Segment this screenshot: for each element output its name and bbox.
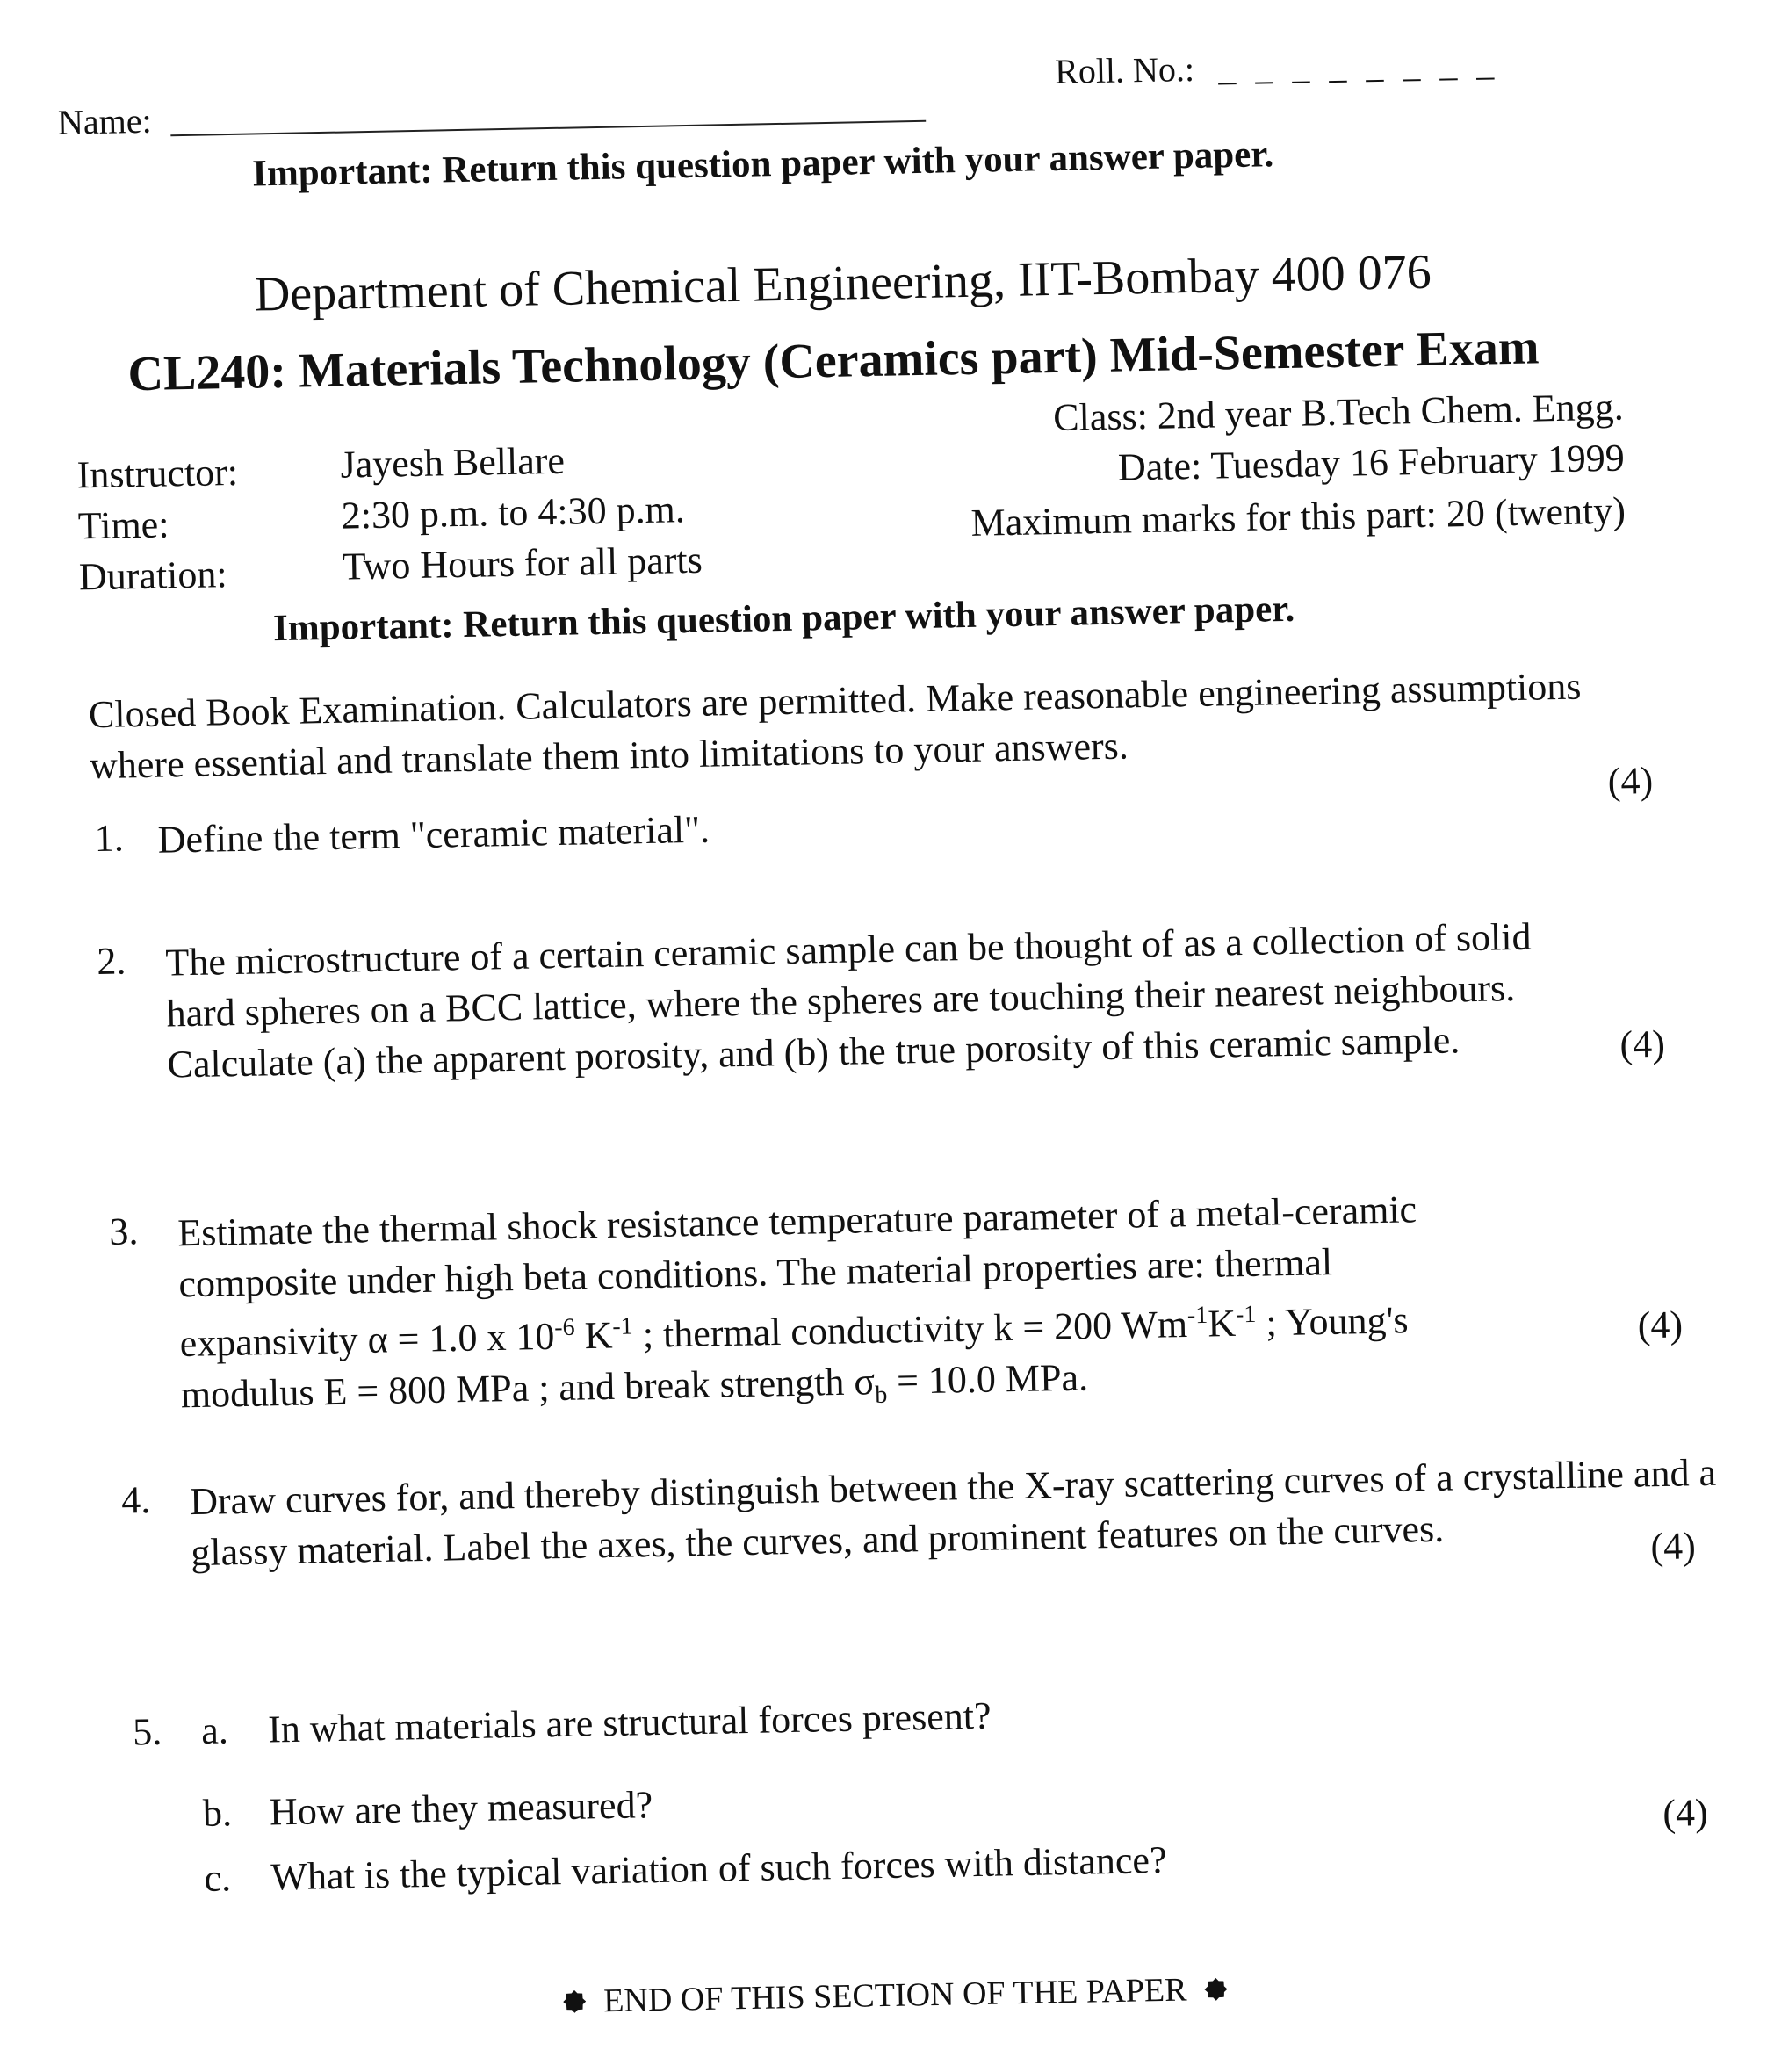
question-marks: (4)	[1607, 759, 1654, 803]
department-title: Department of Chemical Engineering, IIT-Bombay 400 076	[254, 244, 1432, 322]
superscript: -1	[612, 1312, 633, 1340]
instructor-label: Instructor:	[76, 450, 239, 497]
text-fragment: ; thermal conductivity k = 200 Wm	[632, 1302, 1188, 1357]
sub-question-text: In what materials are structural forces present?	[267, 1693, 992, 1751]
sub-question-text: How are they measured?	[269, 1783, 653, 1834]
superscript: -1	[1186, 1301, 1208, 1330]
important-notice-top: Important: Return this question paper with your answer paper.	[251, 134, 1274, 195]
question-number: 4.	[120, 1478, 151, 1522]
question-text-line: Estimate the thermal shock resistance temperature parameter of a metal-ceramic	[177, 1188, 1417, 1255]
text-fragment: modulus E = 800 MPa ; and break strength σ	[180, 1359, 876, 1416]
superscript: -1	[1235, 1300, 1257, 1329]
subscript: b	[875, 1381, 888, 1409]
end-of-section	[563, 1970, 1228, 2022]
name-input-line	[170, 120, 926, 137]
question-marks: (4)	[1619, 1022, 1666, 1066]
sub-question-letter: a.	[200, 1708, 229, 1752]
instructor-value: Jayesh Bellare	[340, 438, 566, 487]
question-text-line: composite under high beta conditions. The material properties are: thermal	[177, 1240, 1333, 1306]
text-fragment: = 10.0 MPa.	[886, 1355, 1089, 1403]
flower-bullet-icon	[1204, 1978, 1227, 2001]
question-text: Draw curves for, and thereby distinguish between the X-ray scattering curves of a crystalline and a glassy material. Label the axes, the curves, and prominent features on the curves.	[189, 1450, 1717, 1575]
question-text	[177, 1180, 1622, 1434]
roll-number-label: Roll. No.:	[1054, 48, 1195, 91]
text-fragment: expansivity α = 1.0 x 10	[179, 1314, 555, 1365]
text-fragment: K	[574, 1313, 613, 1358]
text-fragment: ; Young's	[1256, 1298, 1409, 1345]
question-number: 1.	[94, 816, 125, 861]
duration-value: Two Hours for all parts	[342, 538, 703, 588]
text-fragment: K	[1207, 1301, 1237, 1346]
sub-question-letter: c.	[203, 1856, 232, 1900]
question-marks: (4)	[1637, 1303, 1684, 1347]
roll-number-blanks: _ _ _ _ _ _ _ _	[1217, 43, 1500, 89]
exam-date: Date: Tuesday 16 February 1999	[1117, 436, 1626, 489]
superscript: -6	[553, 1313, 575, 1342]
question-marks: (4)	[1650, 1524, 1697, 1569]
name-label: Name:	[57, 100, 153, 142]
time-value: 2:30 p.m. to 4:30 p.m.	[341, 487, 686, 538]
time-label: Time:	[77, 502, 169, 548]
question-number: 3.	[108, 1209, 139, 1253]
duration-label: Duration:	[78, 552, 228, 599]
flower-bullet-icon	[563, 1990, 586, 2013]
question-text: The microstructure of a certain ceramic sample can be thought of as a collection of solid hard spheres on a BCC lattice, where the spheres are touching their nearest neighbours. Calculate (a) the apparent porosity, and (b) the true porosity of this ceramic sample.	[164, 914, 1532, 1087]
important-notice-mid: Important: Return this question paper with your answer paper.	[272, 588, 1295, 650]
class-info: Class: 2nd year B.Tech Chem. Engg.	[1052, 385, 1625, 440]
question-number: 2.	[96, 939, 126, 984]
course-title: CL240: Materials Technology (Ceramics part) Mid-Semester Exam	[126, 320, 1540, 402]
exam-instructions: Closed Book Examination. Calculators are permitted. Make reasonable engineering assumptions where essential and translate them into limitations to your answers.	[88, 664, 1582, 788]
question-marks: (4)	[1662, 1791, 1709, 1836]
sub-question-letter: b.	[202, 1791, 233, 1835]
end-of-section-text: END OF THIS SECTION OF THE PAPER	[602, 1971, 1187, 2020]
max-marks: Maximum marks for this part: 20 (twenty)	[970, 488, 1626, 545]
question-number: 5.	[132, 1709, 162, 1754]
question-text: Define the term "ceramic material".	[157, 807, 710, 862]
sub-question-text: What is the typical variation of such forces with distance?	[270, 1837, 1167, 1899]
